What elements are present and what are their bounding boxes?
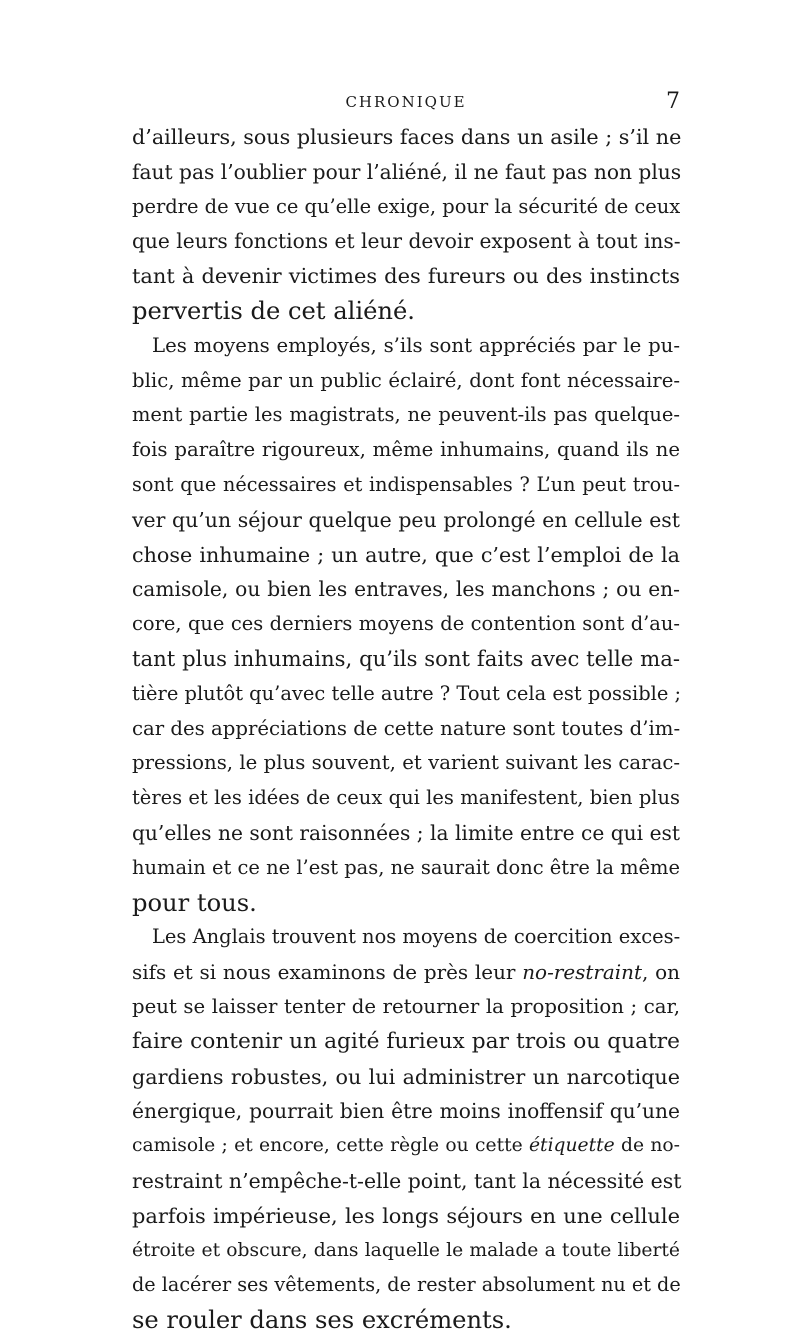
text-line: fois paraître rigoureux, même inhumains, quand ils ne: [132, 438, 680, 462]
text-line: gardiens robustes, ou lui administrer un narcotique: [132, 1064, 680, 1089]
text-line: humain et ce ne l’est pas, ne saurait donc être la même: [132, 855, 680, 879]
italic-term: no-restraint: [522, 960, 643, 985]
paragraph-2: [132, 329, 680, 921]
text-line: que leurs fonctions et leur devoir exposent à tout ins-: [132, 229, 681, 254]
text-line: d’ailleurs, sous plusieurs faces dans un asile ; s’il ne: [132, 125, 682, 149]
text-line: énergique, pourrait bien être moins inoffensif qu’une: [132, 1099, 680, 1124]
text-line: pour tous.: [132, 888, 257, 917]
page-number: 7: [666, 89, 680, 114]
text-line: sifs et si nous examinons de près leur no-restraint, on: [132, 960, 680, 985]
text-line: tères et les idées de ceux qui les manifestent, bien plus: [132, 786, 680, 810]
body-text: [132, 120, 680, 1338]
text-line: blic, même par un public éclairé, dont font nécessaire-: [132, 368, 680, 392]
text-line: camisole, ou bien les entraves, les manchons ; ou en-: [132, 577, 680, 602]
paragraph-1: [132, 120, 680, 329]
text-line: tière plutôt qu’avec telle autre ? Tout cela est possible ;: [132, 681, 682, 705]
text-line: tant à devenir victimes des fureurs ou des instincts: [132, 264, 680, 289]
text-line: étroite et obscure, dans laquelle le malade a toute liberté: [132, 1239, 680, 1261]
running-title: CHRONIQUE: [345, 93, 467, 111]
text-line: faut pas l’oublier pour l’aliéné, il ne faut pas non plus: [132, 159, 682, 184]
text-line: pervertis de cet aliéné.: [132, 296, 415, 325]
text-line: restraint n’empêche-t-elle point, tant la nécessité est: [132, 1168, 682, 1193]
text-line: car des appréciations de cette nature sont toutes d’im-: [132, 716, 681, 740]
text-line: camisole ; et encore, cette règle ou cette étiquette de no-: [132, 1135, 680, 1157]
text-line: core, que ces derniers moyens de contention sont d’au-: [132, 612, 680, 636]
text-line: perdre de vue ce qu’elle exige, pour la sécurité de ceux: [132, 194, 681, 218]
text-line: Les moyens employés, s’ils sont appréciés par le pu-: [152, 333, 680, 357]
text-line: ment partie les magistrats, ne peuvent-ils pas quelque-: [132, 403, 680, 427]
text-line: qu’elles ne sont raisonnées ; la limite entre ce qui est: [132, 820, 680, 845]
text-line: tant plus inhumains, qu’ils sont faits avec telle ma-: [132, 645, 680, 671]
text-line: parfois impérieuse, les longs séjours en une cellule: [132, 1203, 680, 1228]
text-line: chose inhumaine ; un autre, que c’est l’emploi de la: [132, 542, 680, 567]
italic-term: étiquette: [529, 1135, 615, 1157]
text-line: sont que nécessaires et indispensables ? L’un peut trou-: [132, 472, 680, 496]
text-line: ver qu’un séjour quelque peu prolongé en cellule est: [132, 507, 680, 532]
text-line: de lacérer ses vêtements, de rester absolument nu et de: [132, 1273, 681, 1297]
text-line: Les Anglais trouvent nos moyens de coercition exces-: [152, 925, 681, 949]
text-line: peut se laisser tenter de retourner la proposition ; car,: [132, 994, 680, 1018]
text-line: faire contenir un agité furieux par trois ou quatre: [132, 1028, 680, 1054]
text-line: pressions, le plus souvent, et varient suivant les carac-: [132, 751, 680, 775]
paragraph-3: [132, 920, 680, 1338]
text-line: se rouler dans ses excréments.: [132, 1306, 512, 1335]
running-head: [132, 88, 680, 116]
